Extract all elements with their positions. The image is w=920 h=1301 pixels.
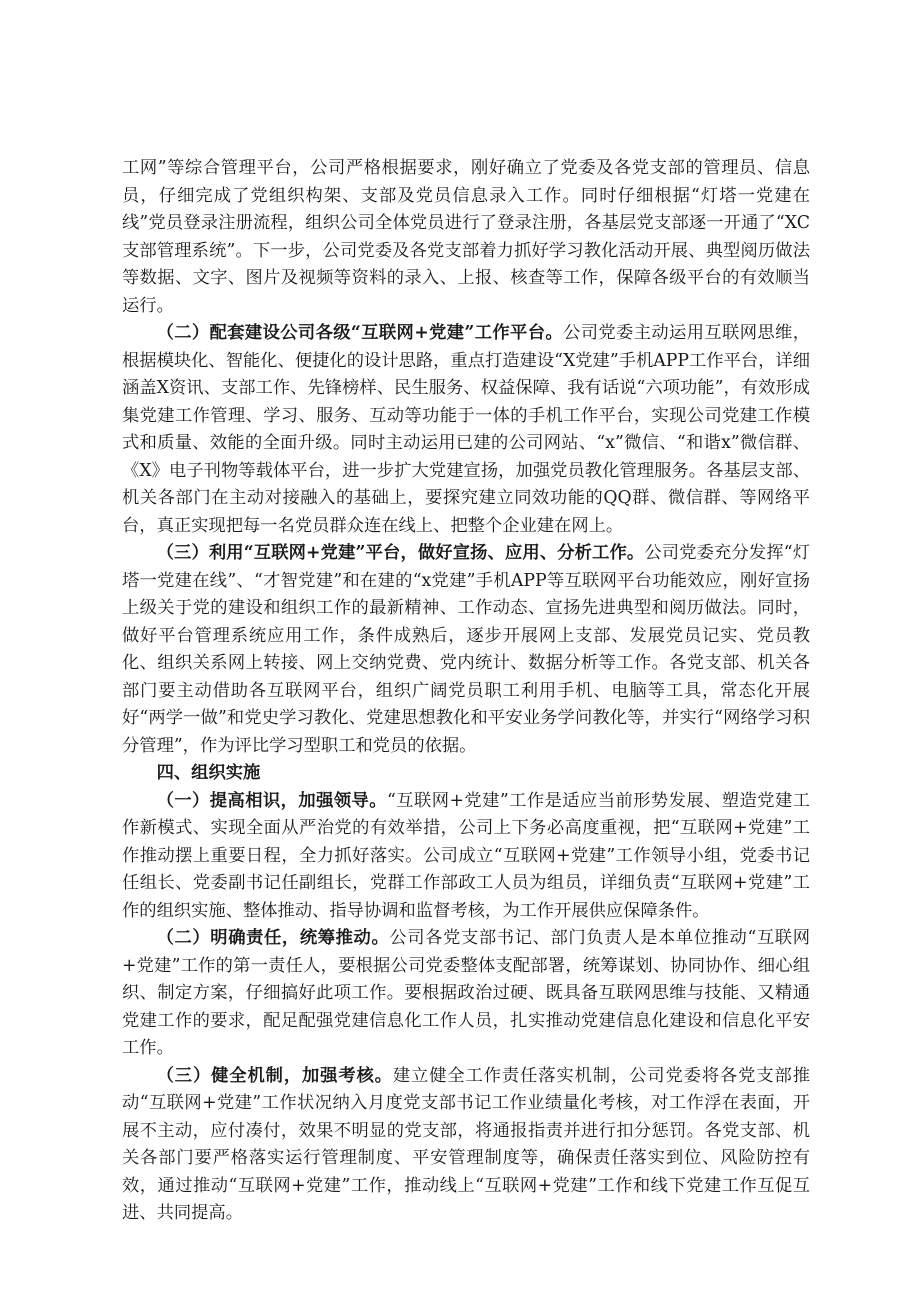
paragraph: [122, 1063, 810, 1228]
paragraph-text: 建立健全工作责任落实机制，公司党委将各党支部推动“互联网+党建”工作状况纳入月度党支部书记工作业绩量化考核，对工作浮在表面，开展不主动，应付凑付，效果不明显的党支部，将通报指责并进行扣分惩罚。各党支部、机关各部门要严格落实运行管理制度、平安管理制度等，确保责任落实到位、风险防控有效，通过推动“互联网+党建”工作，推动线上“互联网+党建”工作和线下党建工作互促互进、共同提高。: [122, 1065, 810, 1223]
paragraph-lead: （三）健全机制，加强考核。: [156, 1065, 393, 1086]
paragraph: [122, 925, 810, 1063]
paragraph: [122, 320, 810, 540]
paragraph-lead: （一）提高相识，加强领导。: [156, 790, 388, 811]
paragraph: [122, 155, 810, 320]
paragraph-text: 公司党委充分发挥“灯塔一党建在线”、“才智党建”和在建的“x党建”手机APP等互联网平台功能效应，刚好宣扬上级关于党的建设和组织工作的最新精神、工作动态、宣扬先进典型和阅历做法。同时，做好平台管理系统应用工作，条件成熟后，逐步开展网上支部、发展党员记实、党员教化、组织关系网上转接、网上交纳党费、党内统计、数据分析等工作。各党支部、机关各部门要主动借助各互联网平台，组织广阔党员职工利用手机、电脑等工具，常态化开展好“两学一做”和党史学习教化、党建思想教化和平安业务学问教化等，并实行“网络学习积分管理”，作为评比学习型职工和党员的依据。: [122, 543, 810, 756]
paragraph-text: 工网”等综合管理平台，公司严格根据要求，刚好确立了党委及各党支部的管理员、信息员，仔细完成了党组织构架、支部及党员信息录入工作。同时仔细根据“灯塔一党建在线”党员登录注册流程，组织公司全体党员进行了登录注册，各基层党支部逐一开通了“XC支部管理系统”。下一步，公司党委及各党支部着力抓好学习教化活动开展、典型阅历做法等数据、文字、图片及视频等资料的录入、上报、核查等工作，保障各级平台的有效顺当运行。: [122, 158, 810, 316]
document-page: [122, 155, 810, 1228]
paragraph-text: 公司各党支部书记、部门负责人是本单位推动“互联网+党建”工作的第一责任人，要根据公司党委整体支配部署，统筹谋划、协同协作、细心组织、制定方案，仔细搞好此项工作。要根据政治过硬、既具备互联网思维与技能、又精通党建工作的要求，配足配强党建信息化工作人员，扎实推动党建信息化建设和信息化平安工作。: [122, 928, 810, 1058]
paragraph-text: 公司党委主动运用互联网思维，根据模块化、智能化、便捷化的设计思路，重点打造建设“X党建”手机APP工作平台，详细涵盖X资讯、支部工作、先锋榜样、民生服务、权益保障、我有话说“六项功能”，有效形成集党建工作管理、学习、服务、互动等功能于一体的手机工作平台，实现公司党建工作模式和质量、效能的全面升级。同时主动运用已建的公司网站、“x”微信、“和谐x”微信群、《X》电子刊物等载体平台，进一步扩大党建宣扬，加强党员教化管理服务。各基层支部、机关各部门在主动对接融入的基础上，要探究建立同效功能的QQ群、微信群、等网络平台，真正实现把每一名党员群众连在线上、把整个企业建在网上。: [122, 323, 810, 536]
paragraph-text: “互联网+党建”工作是适应当前形势发展、塑造党建工作新模式、实现全面从严治党的有效举措，公司上下务必高度重视，把“互联网+党建”工作推动摆上重要日程，全力抓好落实。公司成立“互联网+党建”工作领导小组，党委书记任组长、党委副书记任副组长，党群工作部政工人员为组员，详细负责“互联网+党建”工作的组织实施、整体推动、指导协调和监督考核，为工作开展供应保障条件。: [122, 790, 810, 921]
paragraph-lead: （二）明确责任，统筹推动。: [156, 928, 390, 948]
paragraph-lead: （二）配套建设公司各级“互联网+党建”工作平台。: [156, 323, 564, 343]
paragraph: [122, 540, 810, 760]
paragraph-lead: （三）利用“互联网+党建”平台，做好宣扬、应用、分析工作。: [156, 543, 645, 563]
paragraph: [122, 788, 810, 926]
section-heading: 四、组织实施: [156, 763, 261, 783]
